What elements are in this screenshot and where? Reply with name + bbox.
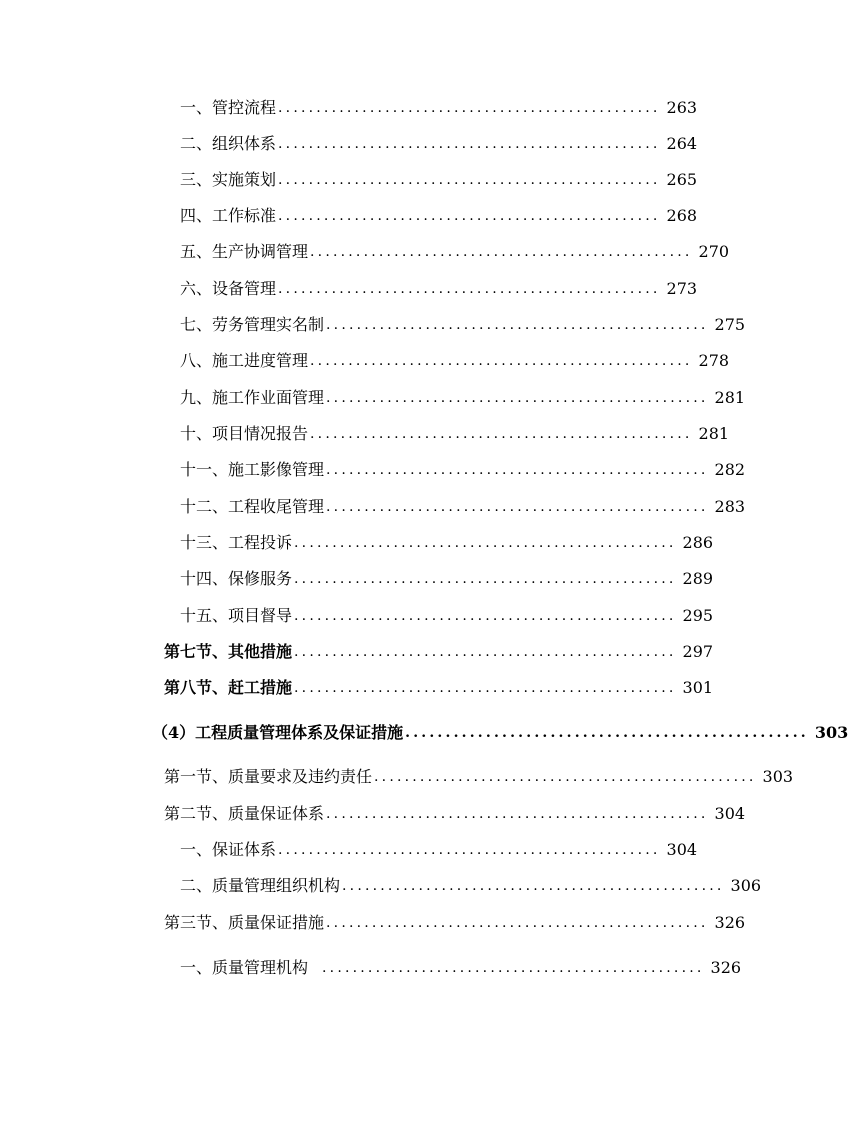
toc-leader-dots: ..................................................	[278, 842, 661, 858]
toc-page-number: 306	[730, 876, 762, 895]
toc-page-number: 283	[714, 497, 746, 516]
toc-entry[interactable]	[180, 874, 762, 898]
toc-entry-label: 十三、工程投诉	[180, 533, 293, 552]
toc-entry-label: 第三节、质量保证措施	[164, 913, 325, 932]
toc-page-number: 281	[714, 388, 746, 407]
toc-entry-label: 第二节、质量保证体系	[164, 804, 325, 823]
toc-leader-dots: ..................................................	[278, 208, 661, 224]
toc-entry[interactable]	[180, 422, 730, 446]
toc-entry-label: 第八节、赶工措施	[164, 678, 293, 697]
toc-page-number: 303	[814, 723, 848, 742]
toc-entry-label: 三、实施策划	[180, 170, 277, 189]
toc-entry-label: 七、劳务管理实名制	[180, 315, 325, 334]
toc-entry[interactable]	[180, 204, 698, 228]
toc-entry-label: 二、组织体系	[180, 134, 277, 153]
toc-leader-dots: ..................................................	[405, 725, 809, 741]
toc-entry[interactable]	[164, 676, 714, 700]
toc-entry-label: 十二、工程收尾管理	[180, 497, 325, 516]
toc-entry-label: 十四、保修服务	[180, 569, 293, 588]
toc-leader-dots: ..................................................	[326, 317, 709, 333]
toc-page-number: 326	[714, 913, 746, 932]
toc-entry[interactable]	[180, 386, 746, 410]
toc-page-number: 301	[682, 678, 714, 697]
toc-leader-dots: ..................................................	[326, 915, 709, 931]
toc-entry-label: 一、保证体系	[180, 840, 277, 859]
toc-entry[interactable]	[180, 349, 730, 373]
toc-entry[interactable]	[180, 604, 714, 628]
toc-page-number: 303	[762, 767, 794, 786]
toc-entry-label: 第七节、其他措施	[164, 642, 293, 661]
toc-page-number: 268	[666, 206, 698, 225]
toc-page-number: 281	[698, 424, 730, 443]
toc-leader-dots: ..................................................	[294, 535, 677, 551]
toc-entry[interactable]	[164, 765, 794, 789]
toc-page-number: 295	[682, 606, 714, 625]
toc-entry[interactable]	[180, 956, 742, 980]
toc-leader-dots: ..................................................	[278, 281, 661, 297]
toc-leader-dots: ..................................................	[326, 462, 709, 478]
toc-entry[interactable]	[180, 838, 698, 862]
toc-entry[interactable]	[180, 313, 746, 337]
toc-page-number: 273	[666, 279, 698, 298]
toc-entry[interactable]	[180, 96, 698, 120]
toc-page-number: 270	[698, 242, 730, 261]
toc-leader-dots: ..................................................	[374, 769, 757, 785]
toc-page-number: 297	[682, 642, 714, 661]
toc-entry[interactable]	[180, 132, 698, 156]
toc-leader-dots: ..................................................	[294, 571, 677, 587]
toc-leader-dots: ..................................................	[326, 390, 709, 406]
toc-entry[interactable]	[164, 911, 746, 935]
toc-entry[interactable]	[180, 168, 698, 192]
toc-entry-label: 二、质量管理组织机构	[180, 876, 341, 895]
toc-page-number: 278	[698, 351, 730, 370]
toc-page-number: 286	[682, 533, 714, 552]
toc-entry[interactable]	[180, 567, 714, 591]
toc-leader-dots: ..................................................	[326, 499, 709, 515]
toc-leader-dots: ..................................................	[278, 172, 661, 188]
toc-leader-dots: ..................................................	[294, 680, 677, 696]
toc-entry-label: 八、施工进度管理	[180, 351, 309, 370]
toc-page-number: 304	[714, 804, 746, 823]
toc-entry-label: 十一、施工影像管理	[180, 460, 325, 479]
toc-entry[interactable]	[180, 277, 698, 301]
toc-entry[interactable]	[164, 802, 746, 826]
toc-leader-dots: ..................................................	[310, 426, 693, 442]
toc-page-number: 265	[666, 170, 698, 189]
toc-entry[interactable]	[152, 721, 848, 745]
toc-entry-label: 九、施工作业面管理	[180, 388, 325, 407]
toc-entry[interactable]	[180, 531, 714, 555]
toc-leader-dots: ..................................................	[294, 644, 677, 660]
toc-page-number: 304	[666, 840, 698, 859]
toc-entry-label: 四、工作标准	[180, 206, 277, 225]
toc-entry-label: 五、生产协调管理	[180, 242, 309, 261]
toc-entry[interactable]	[180, 240, 730, 264]
toc-leader-dots: ..................................................	[310, 244, 693, 260]
toc-entry[interactable]	[180, 495, 746, 519]
toc-leader-dots: ..................................................	[294, 608, 677, 624]
toc-page-number: 263	[666, 98, 698, 117]
toc-leader-dots: ..................................................	[310, 353, 693, 369]
toc-entry-label: 十五、项目督导	[180, 606, 293, 625]
toc-leader-dots: ..................................................	[278, 100, 661, 116]
toc-page-number: 264	[666, 134, 698, 153]
toc-page-number: 289	[682, 569, 714, 588]
toc-entry[interactable]	[164, 640, 714, 664]
toc-leader-dots: ..................................................	[322, 960, 705, 976]
toc-leader-dots: ..................................................	[278, 136, 661, 152]
toc-leader-dots: ..................................................	[342, 878, 725, 894]
toc-entry-label: 一、质量管理机构	[180, 958, 309, 977]
toc-entry-label: （4）工程质量管理体系及保证措施	[152, 723, 404, 742]
toc-page-number: 282	[714, 460, 746, 479]
toc-entry-label: 第一节、质量要求及违约责任	[164, 767, 373, 786]
toc-entry-label: 六、设备管理	[180, 279, 277, 298]
toc-entry-label: 一、管控流程	[180, 98, 277, 117]
toc-entry[interactable]	[180, 458, 746, 482]
toc-entry-label: 十、项目情况报告	[180, 424, 309, 443]
toc-leader-dots: ..................................................	[326, 806, 709, 822]
toc-page-number: 326	[710, 958, 742, 977]
toc-page-number: 275	[714, 315, 746, 334]
